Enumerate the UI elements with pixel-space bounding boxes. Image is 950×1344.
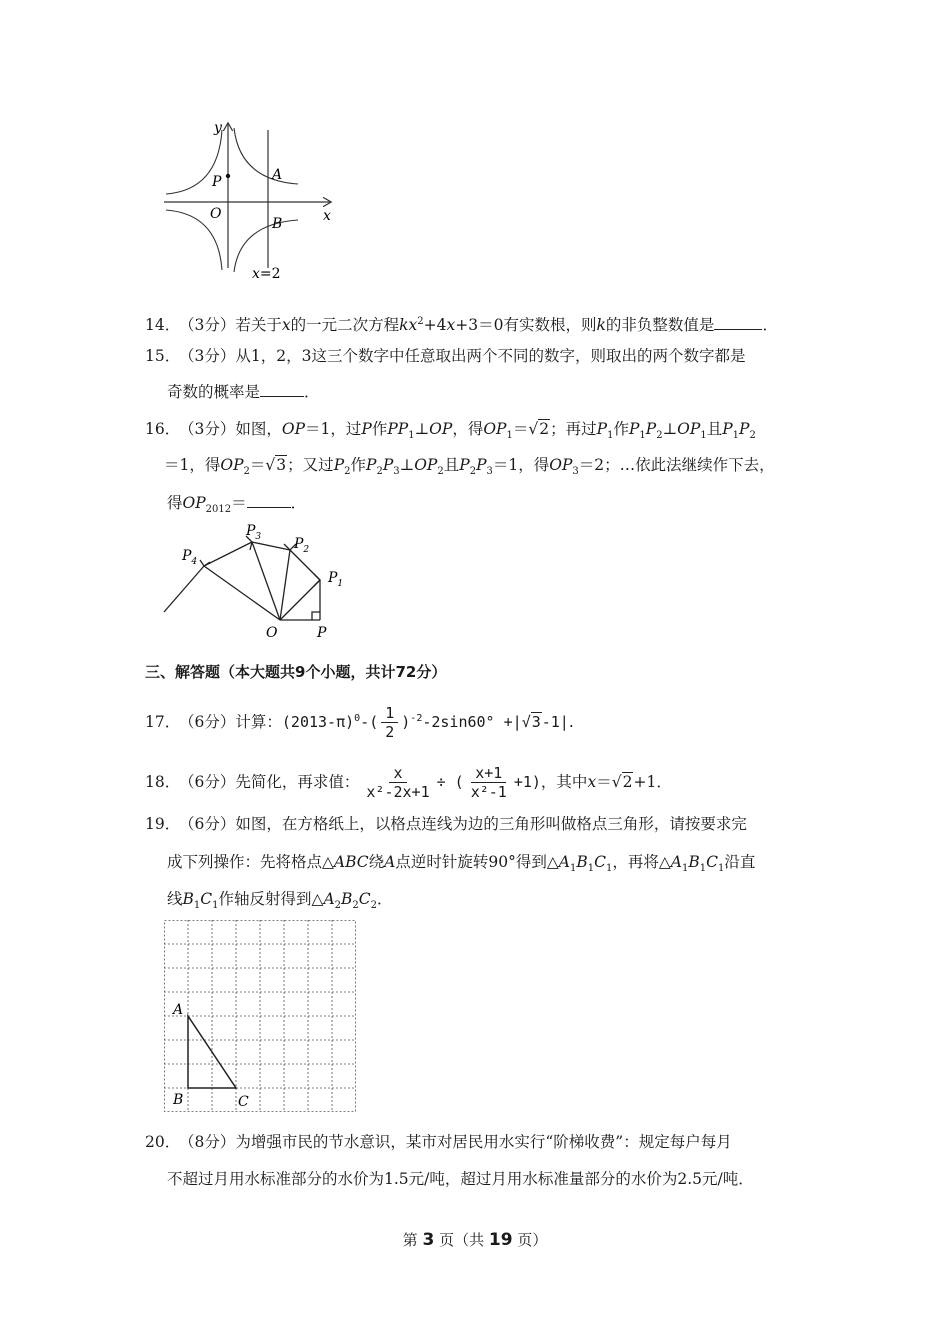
- question-20: 20．（8分）为增强市民的节水意识，某市对居民用水实行“阶梯收费”：规定每户每月: [145, 1133, 732, 1151]
- origin-label: O: [210, 206, 222, 222]
- hyperbola-branch-q4: [234, 220, 298, 272]
- p-label: P: [317, 625, 327, 641]
- answer-blank: [247, 493, 291, 508]
- spiral-triangles-diagram: [160, 520, 360, 645]
- grid-label-c: C: [238, 1094, 249, 1110]
- question-16-line3: 得$OP_{2012}=$ ．: [167, 494, 307, 516]
- question-18: 18．（6分）先简化，再求值： $\frac{x}{\text{x²-2x+1}}$ ÷ ( $\frac{x+1}{\text{x²-1}}$ +1)，其中x＝√2+1．: [145, 764, 672, 801]
- p4-label: $P_4$: [182, 548, 198, 567]
- b-label: B: [272, 216, 283, 232]
- answer-blank: [260, 382, 304, 397]
- y-label: y: [214, 120, 222, 136]
- grid-paper: [164, 920, 358, 1114]
- section-heading: 三、解答题（本大题共9个小题，共计72分）: [145, 663, 447, 681]
- hyperbola-branch-q1: [234, 128, 298, 184]
- fraction-2: $\frac{x+1}{\text{x²-1}}$: [470, 764, 507, 801]
- question-20-line2: 不超过月用水标准部分的水价为1.5元/吨，超过月用水标准量部分的水价为2.5元/吨．: [167, 1170, 754, 1188]
- page-footer: 第 3 页（共 19 页）: [402, 1230, 548, 1250]
- question-17: 17．（6分）计算：$(2013-\pi)^0-$( $\frac{1}{2}$ )$^{-2}$-2sin60° +|√3-1|.: [145, 704, 574, 741]
- question-16-line2: ＝1，得$OP_2=√3$；又过$P_2$作$P_2P_3\perp OP_2$且$P_2P_3=1$，得$OP_3=2$；…依此法继续作下去，: [164, 456, 775, 478]
- hyperbola-graph: [160, 118, 340, 283]
- p1-label: $P_1$: [328, 570, 344, 589]
- a-label: A: [272, 167, 283, 183]
- o-label: O: [266, 625, 278, 641]
- answer-blank: [714, 315, 762, 330]
- grid-label-b: B: [173, 1092, 184, 1108]
- question-14: 14．（3分）若关于x的一元二次方程$kx^2+4x+3=0$有实数根，则k的非负整数值是 ．: [145, 316, 778, 335]
- question-16: 16．（3分）如图，OP＝1，过P作$PP_1\perp OP$，得$OP_1=√2$；再过$P_1$作$P_1P_2\perp OP_1$且$P_1P_2$: [145, 420, 756, 442]
- p3-label: $P_3$: [246, 523, 262, 542]
- question-15: 15．（3分）从1，2，3这三个数字中任意取出两个不同的数字，则取出的两个数字都是: [145, 347, 746, 365]
- p2-label: $P_2$: [294, 536, 310, 555]
- point-p: [226, 174, 230, 178]
- x-label: x: [323, 208, 331, 224]
- grid-label-a: A: [173, 1002, 184, 1018]
- question-15-line2: 奇数的概率是 ．: [167, 383, 320, 401]
- fraction-half: $\frac{1}{2}$: [381, 704, 398, 741]
- question-19: 19．（6分）如图，在方格纸上，以格点连线为边的三角形叫做格点三角形，请按要求完: [145, 815, 747, 833]
- question-19-line2: 成下列操作：先将格点△ABC绕A点逆时针旋转90°得到$\triangle A_1B_1C_1$，再将$\triangle A_1B_1C_1$沿直: [167, 853, 756, 875]
- fraction-1: $\frac{x}{\text{x²-2x+1}}$: [366, 764, 430, 801]
- p-label: P: [212, 174, 222, 190]
- question-19-line3: 线$B_1C_1$作轴反射得到$\triangle A_2B_2C_2$．: [167, 890, 393, 912]
- line-label: x=2: [252, 266, 281, 282]
